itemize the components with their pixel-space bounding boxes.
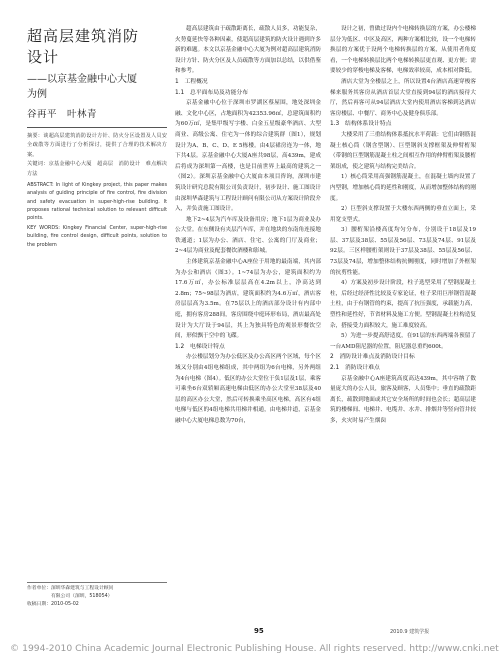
subsection-heading: 2.1 消防设计难点 — [330, 365, 380, 371]
body-paragraph: 3）腰桁架沿楼高度均匀分布，分别设于18层及19层、37层及38层、55层及56层、73层及74层、91层及92层。三区样腰桁架则设于37层及38层、55层及56层、73层及74层，增加整体结构抗侧刚度，同时增加了外框架的抗剪性能。 — [330, 227, 476, 276]
column-3 — [330, 24, 476, 427]
subtitle-line-1: ——以京基金融中心大厦 — [27, 74, 137, 85]
subtitle-line-2: 为例 — [27, 89, 47, 100]
title-line-2: 设计 — [27, 48, 60, 66]
column-2 — [175, 24, 321, 427]
footnote-received-date: 收稿日期：2010-05-02 — [27, 602, 79, 608]
article-subtitle — [27, 72, 167, 102]
body-paragraph: 京基金融中心位于深圳市罗湖区蔡屋围，地处深圳金融、文化中心区，占地面积为42353.96㎡，总建筑面积约为60万㎡，是集甲级写字楼、白金五星级豪华酒店、大型商业、高级公寓、住宅为一体的综合建筑群（图1），规划设计为A、B、C、D、E 5栋楼。由4层裙房连为一体，地下共4层。京基金融中心大厦A座共98层，高439m，建成后将成为深圳第一高楼，也是目前世界上最高的建筑之一（图2）。深圳京基金融中心大厦由本项目咨询，深圳市建筑设计研究总院有限公司负责设计，初步设计、施工图设计由深圳华森建筑与工程设计顾问有限公司从方案设计阶段介入，并负责施工图设计。 — [175, 100, 321, 213]
subsection-heading: 1.3 结构体系设计特点 — [330, 121, 392, 128]
footnote-affiliation-cont: 有限公司（深圳，518054） — [27, 594, 113, 600]
body-paragraph: 地下2~4层为汽车库及设备用房；地下1层为商业及办公大堂。在东侧设有夹层汽车库，并在地块的东南角连接地铁通道；1层为办公、酒店、住宅、公寓的门厅及商业；2~4层为商业及配套餐饮酒楼和影城。 — [175, 216, 321, 255]
body-paragraph: 5）为进一步提高舒适度，在91层的东西两端各预留了一台AMD阻尼器的位置，阻尼器总重约600t。 — [330, 333, 476, 350]
column-1 — [27, 24, 167, 249]
footnote-affiliation: 作者单位：深圳华森建筑与工程设计顾问 — [27, 586, 114, 591]
body-paragraph: 京基金融中心A座建筑高度高达439m，其中容纳了数量庞大的办公人员，旅客及顾客，人员集中；垂直的疏散距离长，疏散到地面或其它安全场所的时间也会长；超高层建筑的楼梯间、电梯井、电缆井、水井、排烟井等竖向管井较多，火灾时易产生烟囱 — [330, 375, 476, 424]
subsection-heading: 1.2 电梯设计特点 — [175, 343, 225, 350]
abstract-zh: 摘要：谈超高层建筑消防设计方针、防火分区设置及人员安全疏散等方面进行了分析探讨，提供了合理的技术解决方案。 — [27, 132, 167, 158]
body-paragraph: 酒店大堂为全楼层之上，所以设置4台酒店高速穿梭客梯来服务其客房从酒店首层大堂直接到94层的酒店接待大厅，然后再客可从94层酒店大堂内使用酒店客梯到达酒店客房楼层、中餐厅、商务中心及健身俱乐部。 — [330, 78, 476, 117]
body-paragraph: 4）方案及初步设计阶段，柱子选型采用了型钢混凝土柱，后经过经济性比较及专家论证，柱子采用巨形钢管混凝土柱，由于有钢管的约束，提高了抗压强度，承载能力高，塑性和延性好，节省材料及施工方便。型钢混凝土柱构造复杂，搭接受力面积较大，施工难度较高。 — [330, 280, 476, 329]
footnote — [27, 582, 167, 610]
journal-footer: 2010.9 建筑学报 — [390, 629, 430, 635]
body-paragraph: 1）核心筒采用高强钢筋混凝土，在混凝土墙内设置了内型钢，增加核心筒的延性和刚度，从而增加整体结构的刚度。 — [330, 174, 476, 202]
subsection-heading: 1.1 总平面布局及功能分布 — [175, 89, 248, 96]
section-heading: 1 工程概况 — [175, 78, 208, 85]
keywords-en: KEY WORDS: Kingkey Financial Center, super-high-rise building, fire control design, difficult points, solution to the problem — [27, 225, 167, 248]
authors: 谷再平 叶林青 — [27, 109, 98, 120]
abstract-en: ABSTRACT: In light of Kingkey project, this paper makes analysis of guiding principle of fire control, fire division and safety evacuation in super-high-rise building. It proposes rational technical solution to relevant difficult points. — [27, 182, 167, 221]
divider — [27, 127, 167, 128]
page-number: 95 — [254, 627, 264, 635]
body-paragraph: 大楼采用了三重结构体系抵抗水平荷载：它们由钢筋混凝土核心筒（钢含型钢）、巨型钢斜支撑框架及伸臂桁架（带钢的巨型钢筋混凝土柱之间相互作用的伸臂桁架及腰桁架组成，使之建筑与结构完美结合。 — [330, 131, 476, 170]
keywords-zh: 关键词：京基金融中心大厦 超高层 消防设计 难点解决方法 — [27, 161, 167, 177]
title-line-1: 超高层建筑消防 — [27, 27, 140, 45]
copyright-notice: © 1994-2010 China Academic Journal Electronic Publishing House. All rights reserved. http://www.cnki.net — [10, 643, 499, 654]
body-paragraph: 办公楼层划分为办公低区及办公高区两个区域，每个区域又分别由4组电梯组成，其中两组为6台电梯，另外两组为4台电梯（图4）。低区的办公大堂位于负1层及1层，乘客可乘坐6台双轿厢高速电梯由低区的办公大堂至38层及40层的高区办公大堂，然后可转换乘坐高区电梯，高区有4组电梯与低区的4组电梯共用梯井相通，由电梯井道，京基金融中心大厦电梯总数为70台， — [175, 354, 321, 424]
body-paragraph: 主体建筑京基金融中心A座位于用地的最南端，其内部为办公和酒店（图3）。1~74层为办公，建筑面积约为17.6万㎡，办公标准层层高在4.2m以上，净高达到2.8m；75~98层为酒店，建筑面积约为4.6万㎡，酒店客房层层高为3.5m。在75层以上的酒店部分设计有内部中庭，拥有客房288间，客房围绕中庭环形布局，酒店最高处设计为大厅设于94层，其上为独具特色的观景形餐饮空间，形似飘于空中的飞碟。 — [175, 259, 321, 340]
body-paragraph: 2）巨型斜支撑设置于大楼东西两侧的垂直立面上，采用宽支型式。 — [330, 206, 476, 223]
body-paragraph: 设计之初，曾做过设内个电梯转换层的方案，办公楼梯层分为低区、中区及高区，两种方案相比较，设一个电梯转换层的方案优于设两个电梯转换层的方案，从使用者角度看，一个电梯转换层比两个电梯转换层更直观、更方便；需要较少的穿梭电梯及客梯，电梯效率较高，成本相对降低。 — [330, 26, 476, 75]
article-title — [27, 26, 167, 68]
body-paragraph: 超高层建筑由于疏散距离长，疏散人员多，功能复杂，火势蔓延快等各种因素，使超高层建筑的防火设计遇到许多新的难题。本文以京基金融中心大厦为例对超高层建筑消防设计方针、防火分区及人员疏散等方面加以总结，以供借鉴和参考。 — [175, 26, 321, 75]
section-heading: 2 消防设计难点及消防设计目标 — [330, 354, 415, 361]
